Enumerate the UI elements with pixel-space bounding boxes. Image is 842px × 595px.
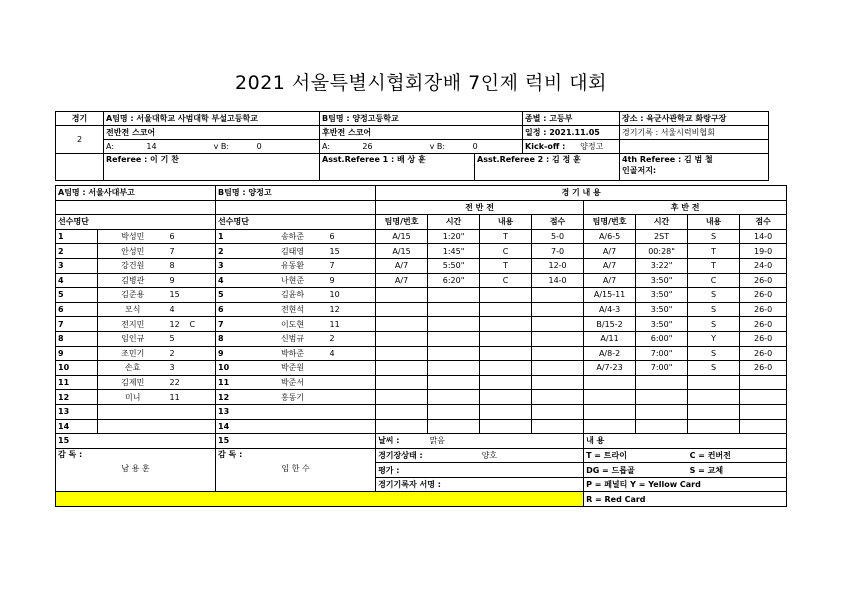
second-half-team-no xyxy=(584,404,636,419)
first-half-score: 5-0 xyxy=(532,229,584,244)
roster-number-b: 2 xyxy=(216,244,258,259)
second-half-time xyxy=(636,375,688,390)
second-half-content xyxy=(688,390,740,405)
second-half-score xyxy=(740,390,787,405)
second-half-content: S xyxy=(688,302,740,317)
captain-mark xyxy=(188,258,216,273)
player-no-a: 11 xyxy=(168,390,188,405)
first-half-team-no xyxy=(376,375,428,390)
roster-number-b: 9 xyxy=(216,346,258,361)
game-number: 2 xyxy=(56,126,104,154)
first-half-time xyxy=(428,331,480,346)
second-half-time: 3:50" xyxy=(636,273,688,288)
second-half-content: S xyxy=(688,317,740,332)
player-no-b xyxy=(328,390,376,405)
col-team-no: 팀명/번호 xyxy=(584,215,636,230)
first-half-team-no xyxy=(376,404,428,419)
table-row xyxy=(56,404,787,419)
roster-number-a: 4 xyxy=(56,273,98,288)
second-half-score xyxy=(740,419,787,434)
col-team-no: 팀명/번호 xyxy=(376,215,428,230)
second-half-time xyxy=(636,390,688,405)
captain-mark xyxy=(188,273,216,288)
player-name-b xyxy=(258,419,328,434)
roster-number-b: 14 xyxy=(216,419,258,434)
kickoff: Kick-off : 양정고 xyxy=(523,140,620,154)
player-name-b: 송하준 xyxy=(258,229,328,244)
player-no-a: 2 xyxy=(168,346,188,361)
player-no-b xyxy=(328,375,376,390)
first-half-score xyxy=(532,404,584,419)
player-name-b xyxy=(258,404,328,419)
second-half-team-no: B/15-2 xyxy=(584,317,636,332)
first-half-team-no xyxy=(376,361,428,376)
second-half-team-no: A/7 xyxy=(584,258,636,273)
field-condition: 양호 xyxy=(480,448,584,463)
legend-r: R = Red Card xyxy=(584,492,787,507)
player-name-b: 신범규 xyxy=(258,331,328,346)
first-half-team-no xyxy=(376,331,428,346)
first-half-team-no xyxy=(376,288,428,303)
second-half-team-no xyxy=(584,419,636,434)
second-half-team-no: A/4-3 xyxy=(584,302,636,317)
roster-number-b: 11 xyxy=(216,375,258,390)
second-half-team-no xyxy=(584,375,636,390)
first-half-team-no xyxy=(376,419,428,434)
second-half-time xyxy=(636,419,688,434)
player-no-a: 3 xyxy=(168,361,188,376)
second-half-team-no xyxy=(584,390,636,405)
roster-number-b: 10 xyxy=(216,361,258,376)
player-name-a xyxy=(98,419,168,434)
second-half-score: 24-0 xyxy=(740,258,787,273)
first-half-content: C xyxy=(480,244,532,259)
player-name-b: 김태영 xyxy=(258,244,328,259)
second-half-team-no: A/6-5 xyxy=(584,229,636,244)
first-half-team-no: A/15 xyxy=(376,229,428,244)
player-no-a: 4 xyxy=(168,302,188,317)
weather-label: 날씨 : xyxy=(376,434,428,449)
category: 종별 : 고등부 xyxy=(523,112,620,126)
roster-label-a: 선수명단 xyxy=(56,215,216,230)
first-half-score: A: 14 v B: 0 xyxy=(104,140,320,154)
fourth-referee: 4th Referee : 김 범 철 인골저지: xyxy=(620,154,769,181)
player-name-a: 모식 xyxy=(98,302,168,317)
second-half-score: A: 26 v B: 0 xyxy=(320,140,523,154)
coach-b: 감 독 : 임 한 수 xyxy=(216,448,376,492)
second-half-score-label: 후반전 스코어 xyxy=(320,126,523,140)
roster-number-a: 3 xyxy=(56,258,98,273)
first-half-content xyxy=(480,390,532,405)
second-half-time: 3:50" xyxy=(636,302,688,317)
first-half-content: C xyxy=(480,273,532,288)
first-half-time xyxy=(428,346,480,361)
first-half-score: 12-0 xyxy=(532,258,584,273)
second-half-team-no: A/15-11 xyxy=(584,288,636,303)
game-content-header: 경 기 내 용 xyxy=(376,186,787,201)
player-no-b: 12 xyxy=(328,302,376,317)
assistant-referee-1: Asst.Referee 1 : 배 상 훈 xyxy=(320,154,475,181)
first-half-score: 7-0 xyxy=(532,244,584,259)
legend-t: T = 트라이 xyxy=(584,448,688,463)
assistant-referee-2: Asst.Referee 2 : 김 정 훈 xyxy=(475,154,620,181)
player-name-b: 나현준 xyxy=(258,273,328,288)
first-half-team-no xyxy=(376,346,428,361)
player-no-a: 12 xyxy=(168,317,188,332)
player-name-a: 박성민 xyxy=(98,229,168,244)
second-half-score xyxy=(740,404,787,419)
roster-number-b: 3 xyxy=(216,258,258,273)
second-half-content xyxy=(688,419,740,434)
roster-number-a: 13 xyxy=(56,404,98,419)
recorder: 경기기록 : 서울시럭비협회 xyxy=(620,126,769,140)
player-no-b xyxy=(328,404,376,419)
captain-mark xyxy=(188,419,216,434)
page-title: 2021 서울특별시협회장배 7인제 럭비 대회 xyxy=(235,72,607,94)
table-row xyxy=(56,302,787,317)
first-half-time: 1:20" xyxy=(428,229,480,244)
first-half-score xyxy=(532,346,584,361)
first-half-content: T xyxy=(480,258,532,273)
first-half-time xyxy=(428,419,480,434)
first-half-score xyxy=(532,317,584,332)
player-no-a: 8 xyxy=(168,258,188,273)
first-half-content xyxy=(480,346,532,361)
second-half-content: S xyxy=(688,346,740,361)
first-half-score xyxy=(532,288,584,303)
second-half-content: S xyxy=(688,361,740,376)
roster-number-a: 5 xyxy=(56,288,98,303)
second-half-team-no: A/11 xyxy=(584,331,636,346)
roster-table xyxy=(55,185,787,507)
first-half-content xyxy=(480,317,532,332)
captain-mark xyxy=(188,331,216,346)
second-half-score xyxy=(740,375,787,390)
field-condition-label: 경기장상태 : xyxy=(376,448,480,463)
second-half-content: Y xyxy=(688,331,740,346)
player-no-b: 2 xyxy=(328,331,376,346)
table-row xyxy=(56,273,787,288)
first-half-header: 전 반 전 xyxy=(376,200,584,215)
first-half-content: T xyxy=(480,229,532,244)
table-row xyxy=(56,419,787,434)
referee: Referee : 이 기 찬 xyxy=(104,154,320,181)
roster-number-a: 1 xyxy=(56,229,98,244)
first-half-team-no xyxy=(376,302,428,317)
venue: 장소 : 육군사관학교 화랑구장 xyxy=(620,112,769,126)
team-b-name: B팀명 : 양정고등학교 xyxy=(320,112,523,126)
second-half-time: 7:00" xyxy=(636,361,688,376)
roster-number-a: 10 xyxy=(56,361,98,376)
first-half-score-label: 전반전 스코어 xyxy=(104,126,320,140)
second-half-time: 7:00" xyxy=(636,346,688,361)
player-name-b: 박준원 xyxy=(258,361,328,376)
first-half-team-no: A/7 xyxy=(376,258,428,273)
roster-number-a: 8 xyxy=(56,331,98,346)
roster-team-a: A팀명 : 서울사대부고 xyxy=(56,186,216,201)
first-half-time xyxy=(428,404,480,419)
roster-number-b: 6 xyxy=(216,302,258,317)
table-row xyxy=(56,361,787,376)
table-row xyxy=(56,390,787,405)
roster-number-a: 15 xyxy=(56,434,216,449)
first-half-time xyxy=(428,361,480,376)
second-half-score: 26-0 xyxy=(740,273,787,288)
player-name-a: 김제민 xyxy=(98,375,168,390)
second-half-content: S xyxy=(688,229,740,244)
roster-label-b: 선수명단 xyxy=(216,215,376,230)
second-half-content xyxy=(688,404,740,419)
roster-number-b: 8 xyxy=(216,331,258,346)
player-name-b: 이도현 xyxy=(258,317,328,332)
second-half-content: T xyxy=(688,244,740,259)
first-half-time xyxy=(428,390,480,405)
player-no-a: 22 xyxy=(168,375,188,390)
first-half-team-no xyxy=(376,390,428,405)
player-no-b: 11 xyxy=(328,317,376,332)
roster-number-b: 4 xyxy=(216,273,258,288)
roster-number-a: 9 xyxy=(56,346,98,361)
second-half-team-no: A/7-23 xyxy=(584,361,636,376)
player-name-a: 김준용 xyxy=(98,288,168,303)
first-half-content xyxy=(480,419,532,434)
roster-number-b: 5 xyxy=(216,288,258,303)
first-half-content xyxy=(480,404,532,419)
col-time: 시간 xyxy=(636,215,688,230)
player-no-a: 6 xyxy=(168,229,188,244)
first-half-content xyxy=(480,302,532,317)
player-no-b: 15 xyxy=(328,244,376,259)
captain-mark xyxy=(188,346,216,361)
second-half-team-no: A/8-2 xyxy=(584,346,636,361)
roster-number-a: 2 xyxy=(56,244,98,259)
second-half-score: 26-0 xyxy=(740,331,787,346)
col-score: 점수 xyxy=(532,215,584,230)
first-half-team-no xyxy=(376,317,428,332)
second-half-time: 3:50" xyxy=(636,288,688,303)
captain-mark xyxy=(188,229,216,244)
roster-number-b: 15 xyxy=(216,434,376,449)
second-half-team-no: A/7 xyxy=(584,273,636,288)
coach-a: 감 독 : 남 용 훈 xyxy=(56,448,216,492)
captain-mark xyxy=(188,302,216,317)
first-half-score xyxy=(532,302,584,317)
player-no-b: 7 xyxy=(328,258,376,273)
first-half-score xyxy=(532,331,584,346)
legend-p: P = 페널티 Y = Yellow Card xyxy=(584,477,787,492)
col-content: 내용 xyxy=(688,215,740,230)
first-half-time xyxy=(428,288,480,303)
table-row xyxy=(56,229,787,244)
captain-mark xyxy=(188,375,216,390)
roster-number-a: 12 xyxy=(56,390,98,405)
game-label: 경기 xyxy=(56,112,104,126)
player-no-b: 6 xyxy=(328,229,376,244)
first-half-score: 14-0 xyxy=(532,273,584,288)
player-name-b: 홍동기 xyxy=(258,390,328,405)
first-half-time xyxy=(428,375,480,390)
player-no-a xyxy=(168,419,188,434)
first-half-content xyxy=(480,288,532,303)
table-row xyxy=(56,346,787,361)
col-score: 점수 xyxy=(740,215,787,230)
second-half-score: 26-0 xyxy=(740,302,787,317)
player-name-b: 전현석 xyxy=(258,302,328,317)
first-half-team-no: A/7 xyxy=(376,273,428,288)
weather-value: 맑음 xyxy=(428,434,584,449)
player-name-a: 임인규 xyxy=(98,331,168,346)
table-row xyxy=(56,317,787,332)
player-no-a xyxy=(168,404,188,419)
first-half-time: 6:20" xyxy=(428,273,480,288)
player-name-a: 조민기 xyxy=(98,346,168,361)
second-half-score: 26-0 xyxy=(740,361,787,376)
legend-c: C = 컨버전 xyxy=(688,448,787,463)
roster-number-a: 6 xyxy=(56,302,98,317)
first-half-content xyxy=(480,375,532,390)
highlight-bar xyxy=(56,492,584,507)
player-name-b: 김윤하 xyxy=(258,288,328,303)
player-no-a: 9 xyxy=(168,273,188,288)
first-half-time xyxy=(428,302,480,317)
first-half-time: 1:45" xyxy=(428,244,480,259)
player-name-a: 안성민 xyxy=(98,244,168,259)
match-date: 일정 : 2021.11.05 xyxy=(523,126,620,140)
player-name-a: 전지민 xyxy=(98,317,168,332)
player-no-b: 9 xyxy=(328,273,376,288)
roster-number-b: 1 xyxy=(216,229,258,244)
first-half-score xyxy=(532,419,584,434)
second-half-score: 14-0 xyxy=(740,229,787,244)
legend-dg: DG = 드롭골 xyxy=(584,463,688,478)
second-half-score: 26-0 xyxy=(740,288,787,303)
roster-number-a: 7 xyxy=(56,317,98,332)
roster-number-a: 11 xyxy=(56,375,98,390)
player-name-a xyxy=(98,404,168,419)
second-half-time: 2ST xyxy=(636,229,688,244)
roster-number-b: 7 xyxy=(216,317,258,332)
second-half-score: 19-0 xyxy=(740,244,787,259)
first-half-time xyxy=(428,317,480,332)
second-half-content: S xyxy=(688,288,740,303)
captain-mark xyxy=(188,288,216,303)
captain-mark: C xyxy=(188,317,216,332)
second-half-content: T xyxy=(688,258,740,273)
roster-number-b: 13 xyxy=(216,404,258,419)
table-row xyxy=(56,288,787,303)
table-row xyxy=(56,331,787,346)
team-a-name: A팀명 : 서울대학교 사범대학 부설고등학교 xyxy=(104,112,320,126)
table-row xyxy=(56,258,787,273)
second-half-time: 6:00" xyxy=(636,331,688,346)
match-info-table xyxy=(55,111,769,181)
captain-mark xyxy=(188,404,216,419)
legend-s: S = 교체 xyxy=(688,463,787,478)
signer-label: 경기기록자 서명 : xyxy=(376,477,584,492)
roster-number-a: 14 xyxy=(56,419,98,434)
second-half-score: 26-0 xyxy=(740,346,787,361)
col-time: 시간 xyxy=(428,215,480,230)
player-no-b: 10 xyxy=(328,288,376,303)
player-name-a: 김병관 xyxy=(98,273,168,288)
col-content: 내용 xyxy=(480,215,532,230)
captain-mark xyxy=(188,244,216,259)
player-no-b xyxy=(328,361,376,376)
second-half-time: 3:22" xyxy=(636,258,688,273)
second-half-score: 26-0 xyxy=(740,317,787,332)
first-half-team-no: A/15 xyxy=(376,244,428,259)
second-half-content: C xyxy=(688,273,740,288)
legend-title: 내 용 xyxy=(584,434,787,449)
player-name-b: 박하준 xyxy=(258,346,328,361)
player-no-a: 7 xyxy=(168,244,188,259)
table-row xyxy=(56,244,787,259)
player-name-a: 미니 xyxy=(98,390,168,405)
table-row xyxy=(56,375,787,390)
first-half-content xyxy=(480,361,532,376)
first-half-content xyxy=(480,331,532,346)
second-half-content xyxy=(688,375,740,390)
second-half-time: 3:50" xyxy=(636,317,688,332)
second-half-time xyxy=(636,404,688,419)
captain-mark xyxy=(188,361,216,376)
first-half-score xyxy=(532,390,584,405)
first-half-score xyxy=(532,361,584,376)
player-name-a: 손효 xyxy=(98,361,168,376)
evaluation-label: 평가 : xyxy=(376,463,584,478)
player-name-a: 강건원 xyxy=(98,258,168,273)
player-no-a: 5 xyxy=(168,331,188,346)
player-no-b xyxy=(328,419,376,434)
second-half-header: 후 반 전 xyxy=(584,200,787,215)
roster-number-b: 12 xyxy=(216,390,258,405)
first-half-time: 5:50" xyxy=(428,258,480,273)
player-no-b: 4 xyxy=(328,346,376,361)
first-half-score xyxy=(532,375,584,390)
player-no-a: 15 xyxy=(168,288,188,303)
player-name-b: 유동환 xyxy=(258,258,328,273)
captain-mark xyxy=(188,390,216,405)
second-half-team-no: A/7 xyxy=(584,244,636,259)
second-half-time: 00:28" xyxy=(636,244,688,259)
player-name-b: 박준서 xyxy=(258,375,328,390)
roster-team-b: B팀명 : 양정고 xyxy=(216,186,376,201)
